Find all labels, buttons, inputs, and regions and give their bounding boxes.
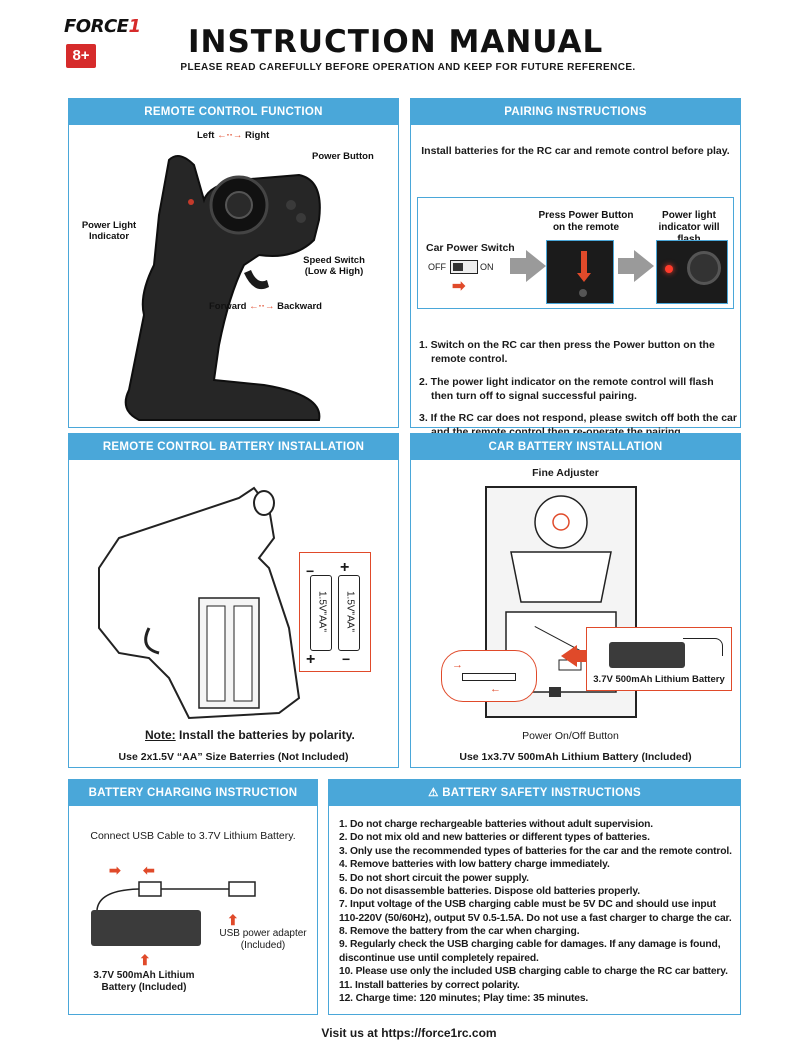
battery-callout (299, 552, 371, 672)
pairing-heading: PAIRING INSTRUCTIONS (411, 99, 740, 125)
battery-arrow-icon: ⬆ (139, 952, 151, 968)
backward-label: Backward (277, 301, 322, 312)
press-power-label: Press Power Button on the remote (538, 210, 634, 233)
plug-arrow-icon-2: ⬅ (143, 862, 155, 878)
aa-battery-2 (338, 575, 360, 651)
safety-item: 110-220V (50/60Hz), output 5V 0.5-1.5A. Do not use a fast charger to charge the car. (339, 912, 732, 924)
remote-battery-panel (68, 433, 399, 768)
usb-adapter-label: USB power adapter (Included) (219, 928, 307, 951)
light-flash-label: Power light indicator will (658, 210, 720, 233)
step-arrow-icon-2 (634, 250, 654, 282)
safety-item: 2. Do not mix old and new batteries or different types of batteries. (339, 832, 650, 844)
switch-arrow-icon: ➡ (452, 278, 466, 295)
on-label: ON (480, 262, 494, 272)
plug-arrow-icon: ➡ (109, 862, 121, 878)
charging-battery-label: 3.7V 500mAh Lithium Battery (Included) (93, 970, 195, 993)
pairing-steps-diagram (417, 197, 734, 309)
aa-battery-1-label: 1.5V"AA" (316, 590, 328, 632)
connector-plug-icon (462, 673, 516, 681)
power-button-label: Power Button (312, 151, 374, 162)
polarity-note (145, 728, 355, 742)
left-right-label (197, 130, 269, 141)
safety-panel (328, 779, 741, 1015)
fine-adjuster-label: Fine Adjuster (532, 467, 599, 479)
warning-icon: ⚠ (428, 787, 439, 799)
connector-callout (441, 650, 537, 702)
forward-backward-arrow-icon: ←··→ (249, 301, 275, 312)
right-label: Right (245, 130, 270, 141)
safety-list (339, 818, 734, 1005)
forward-backward-label (209, 301, 322, 312)
speed-switch-label: Speed Switch (Low & High) (303, 255, 365, 278)
remote-battery-use: Use 2x1.5V “AA” Size Baterries (Not Included) (118, 751, 349, 763)
minus-sign-top: − (306, 563, 315, 579)
note-text: Install the batteries by polarity. (175, 728, 355, 742)
remote-function-heading: REMOTE CONTROL FUNCTION (69, 99, 398, 125)
remote-control-illustration (109, 145, 349, 423)
battery-insert-arrow-icon (561, 645, 577, 667)
car-power-switch-icon (450, 260, 478, 274)
forward-label: Forward (209, 301, 247, 312)
lithium-battery-pack-icon (609, 642, 685, 668)
remote-battery-heading: REMOTE CONTROL BATTERY INSTALLATION (69, 434, 398, 460)
brand-logo-accent: 1 (128, 16, 141, 37)
page-subtitle: PLEASE READ CAREFULLY BEFORE OPERATION AND KEEP FOR FUTURE REFERENCE. (180, 62, 636, 73)
safety-item: 3. Only use the recommended types of batteries for the car and the remote control. (339, 845, 732, 857)
safety-item: 5. Do not short circuit the power supply. (339, 872, 529, 884)
car-power-switch-label: Car Power Switch (426, 242, 515, 254)
step-arrow-icon (526, 250, 546, 282)
brand-logo-text: FORCE1 (64, 16, 141, 37)
connector-arrow-icon-2: ← (490, 683, 501, 695)
remote-function-panel (68, 98, 399, 428)
plus-sign-top: + (340, 559, 350, 576)
note-label: Note: (145, 728, 176, 742)
remote-line-drawing (89, 478, 309, 723)
battery-wire-icon (683, 638, 723, 656)
safety-item: 9. Regularly check the USB charging cable for damages. If any damage is found, (339, 939, 721, 951)
remote-light-photo (656, 240, 728, 304)
lithium-battery-callout (586, 627, 732, 691)
usb-arrow-icon: ⬆ (227, 912, 239, 928)
car-battery-panel (410, 433, 741, 768)
safety-item: 4. Remove batteries with low battery charge immediately. (339, 859, 610, 871)
aa-battery-1 (310, 575, 332, 651)
safety-item: 11. Install batteries by correct polarity. (339, 979, 520, 991)
off-label: OFF (428, 262, 446, 272)
remote-buttons-photo (546, 240, 614, 304)
pairing-step: 1. Switch on the RC car then press the Power button on the remote control. (419, 339, 715, 365)
charging-heading: BATTERY CHARGING INSTRUCTION (69, 780, 317, 806)
safety-item: 8. Remove the battery from the car when charging. (339, 926, 580, 937)
pairing-intro: Install batteries for the RC car and remote control before play. (421, 145, 730, 157)
car-battery-heading: CAR BATTERY INSTALLATION (411, 434, 740, 460)
safety-item: 7. Input voltage of the USB charging cable must be 5V DC and should use input (339, 899, 716, 911)
safety-item: discontinue use until completely repaired. (339, 952, 539, 964)
power-onoff-label: Power On/Off Button (522, 730, 619, 742)
footer-website[interactable]: Visit us at https://force1rc.com (321, 1026, 497, 1040)
aa-battery-2-label: 1.5V"AA" (344, 590, 356, 632)
connect-instruction: Connect USB Cable to 3.7V Lithium Battery. (90, 830, 296, 842)
charging-panel (68, 779, 318, 1015)
safety-item: 12. Charge time: 120 minutes; Play time: 35 minutes. (339, 992, 589, 1004)
safety-item: 6. Do not disassemble batteries. Dispose old batteries properly. (339, 885, 640, 897)
age-badge: 8+ (66, 44, 96, 68)
connector-arrow-icon: → (452, 659, 463, 671)
car-battery-use: Use 1x3.7V 500mAh Lithium Battery (Included) (459, 751, 692, 763)
safety-heading-text: BATTERY SAFETY INSTRUCTIONS (442, 787, 641, 799)
left-right-arrow-icon: ←··→ (217, 130, 243, 141)
minus-sign-bottom: − (342, 651, 351, 667)
pairing-step: 2. The power light indicator on the remote control will flash then turn off to signal successful pairing. (419, 375, 714, 402)
safety-heading (329, 780, 740, 806)
lithium-battery-label: 3.7V 500mAh Lithium Battery (593, 674, 725, 685)
power-light-label: Power Light Indicator (81, 220, 137, 243)
safety-item: 10. Please use only the included USB charging cable to charge the RC car battery. (339, 966, 728, 978)
pairing-step: 3. If the RC car does not respond, please switch off both the car (419, 412, 737, 425)
pairing-panel (410, 98, 741, 428)
plus-sign-bottom: + (306, 651, 316, 668)
safety-item: 1. Do not charge rechargeable batteries without adult supervision. (339, 819, 653, 830)
page-title: INSTRUCTION MANUAL (188, 24, 604, 60)
left-label: Left (197, 130, 215, 141)
brand-logo (64, 16, 154, 37)
